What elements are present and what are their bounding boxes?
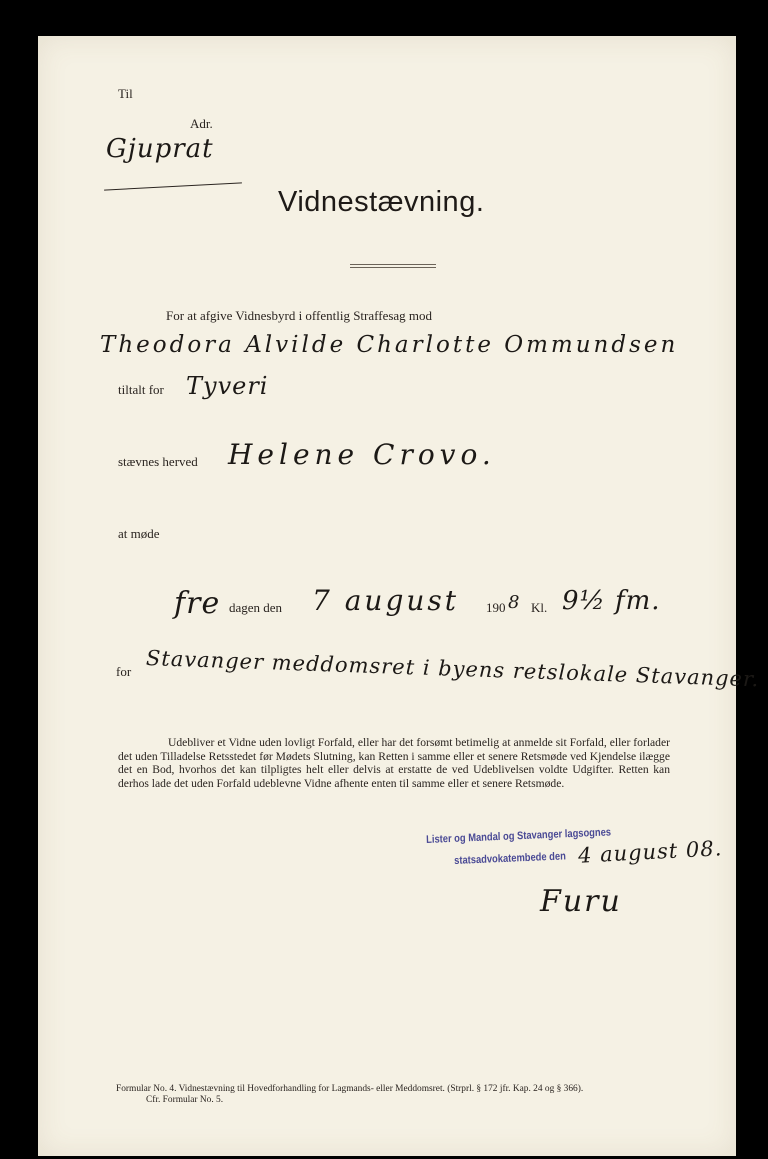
charge-handwritten: Tyveri	[186, 372, 269, 400]
date-handwritten: 7 august	[312, 584, 460, 617]
document-sheet	[38, 36, 760, 1156]
time-handwritten: 9½ fm.	[562, 586, 661, 616]
summoned-label: stævnes herved	[118, 454, 198, 469]
intro-text: For at afgive Vidnesbyrd i offentlig Straffesag mod	[166, 308, 433, 323]
year-printed: 190	[486, 600, 506, 615]
venue-handwritten: Stavanger meddomsret i byens retslokale Stavanger.	[145, 646, 760, 692]
defendant-handwritten: Theodora Alvilde Charlotte Ommundsen	[100, 332, 679, 358]
signature-handwritten: Furu	[540, 884, 622, 919]
adr-label: Adr.	[190, 116, 213, 131]
time-label: Kl.	[531, 600, 548, 615]
appear-label: at møde	[118, 526, 160, 541]
footer-line-2: Cfr. Formular No. 5.	[146, 1094, 224, 1105]
stamp-line-2: statsadvokatembede den	[454, 850, 567, 867]
day-suffix: dagen den	[229, 600, 283, 615]
addressee-underline	[104, 182, 242, 190]
for-label: for	[116, 664, 132, 679]
legal-paragraph: Udebliver et Vidne uden lovligt Forfald, eller har det forsømt betimelig at anmelde sit Forfald, eller forlader det uden Tilladelse Retsstedet før Mødets Slutning, kan Retten i samme eller et senere Retsmøde ved Kjendelse ilægge det en Bod, hvorhos det kan tilpligtes helt eller delvis at erstatte de ved Udeblivelsen voldte Udgifter. Retten kan derhos lade det uden Forfald udeblevne Vidne afhente enten til samme eller et senere Retsmøde.	[118, 736, 670, 790]
stamp-line-1: Lister og Mandal og Stavanger lagsognes	[426, 826, 612, 846]
day-handwritten: fre	[174, 586, 221, 621]
witness-handwritten: Helene Crovo.	[228, 438, 496, 471]
year-handwritten: 8	[508, 592, 521, 613]
addressee-handwritten: Gjuprat	[106, 134, 214, 164]
stamp-date-handwritten: 4 august 08.	[577, 836, 723, 868]
document-title: Vidnestævning.	[278, 186, 485, 218]
charged-label: tiltalt for	[118, 382, 164, 397]
title-rule-top	[350, 264, 436, 265]
title-rule-bottom	[350, 267, 436, 268]
footer-line-1: Formular No. 4. Vidnestævning til Hovedforhandling for Lagmands- eller Meddomsret. (Strprl. § 172 jfr. Kap. 24 og § 366).	[116, 1084, 584, 1094]
til-label: Til	[118, 86, 133, 101]
form-footer	[116, 1084, 583, 1105]
